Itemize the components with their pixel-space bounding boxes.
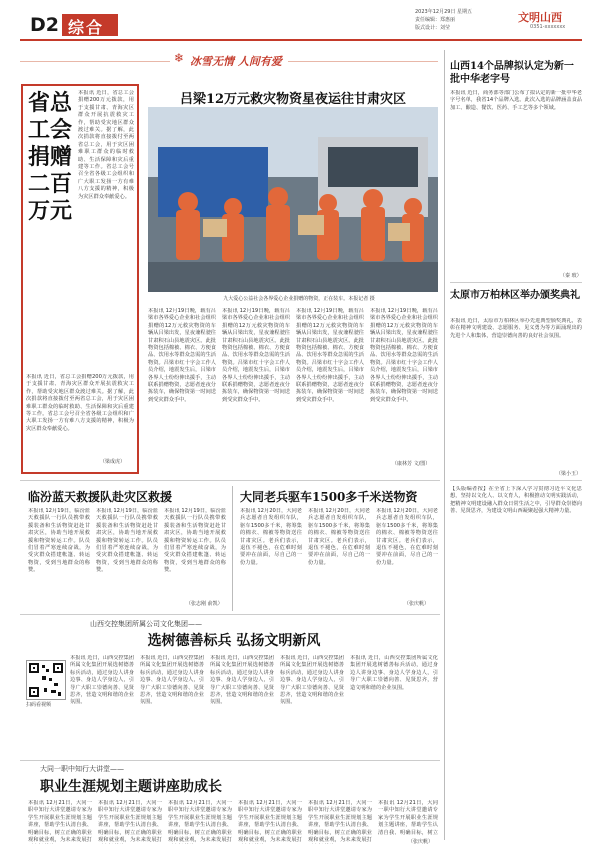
photo-caption: 九大爱心公益社会各界爱心企业捐赠的物资，正在装车。本报记者 摄 [223, 296, 375, 302]
qr-label: 扫码看视频 [26, 702, 52, 708]
banner-line-right [288, 61, 438, 62]
qr-code [26, 660, 66, 700]
wenming-col-1: 本报讯 近日，山西交控集团所属文化集团开展选树德善标兵活动，通过身边人讲身边事、身边人学身边人，引导广大职工崇德向善、见贤思齐，营造文明和谐的企业氛围。 [70, 655, 134, 706]
banner-line-left [20, 61, 170, 62]
row-rule-1 [20, 480, 440, 481]
career-headline: 职业生涯规划主题讲座助成长 [40, 779, 222, 795]
lvliang-col-1: 本报讯 12月19日晚，载有吕梁市各界爱心企业和社会组织捐赠的12万元救灾物资的车辆从吕梁出发，星夜兼程驶往甘肃积石山县地震灾区。此批物资包括棉被、棉衣、方便食品、饮用水等群众急需的生活物资。吕梁市红十字会工作人员介绍，地震发生后，吕梁市各界人士纷纷伸出援手，主动联系捐赠物资，志愿者连夜分拣装车，确保物资第一时间送到受灾群众手中。 [148, 308, 216, 403]
taiyuan-body: 本报讯 近日，太原市万柏林区举办先进典型颁奖典礼，表彰在精神文明建设、志愿服务、见义勇为等方面涌现出的先进个人和集体，营造崇德向善的良好社会氛围。 [450, 318, 582, 339]
lvliang-col-3: 本报讯 12月19日晚，载有吕梁市各界爱心企业和社会组织捐赠的12万元救灾物资的车辆从吕梁出发，星夜兼程驶往甘肃积石山县地震灾区。此批物资包括棉被、棉衣、方便食品、饮用水等群众急需的生活物资。吕梁市红十字会工作人员介绍，地震发生后，吕梁市各界人士纷纷伸出援手，主动联系捐赠物资，志愿者连夜分拣装车，确保物资第一时间送到受灾群众手中。 [296, 308, 364, 403]
lvliang-headline: 吕梁12万元救灾物资星夜运往甘肃灾区 [179, 92, 407, 107]
section-title: 综合 [68, 18, 105, 37]
linfen-datong-divider [232, 486, 233, 611]
career-byline: （张庆帆） [408, 839, 434, 845]
linfen-col-3: 本报讯 12月19日，临汾蓝天救援队一行队员携带救援装备和生活物资赶赴甘肃灾区，协助当地开展救援和物资转运工作。队员们冒着严寒连续奋战，为受灾群众搭建帐篷、转运物资，受到当地群众的称赞。 [164, 508, 226, 574]
qr-code-icon [27, 661, 65, 699]
banner-slogan: 冰雪无情 人间有爱 [190, 55, 282, 68]
sidebar-rule-1 [450, 282, 582, 283]
snowflake-icon: ❄ [174, 51, 185, 65]
sidebar-body: 【头版编者按】在全省上下深入学习贯彻习近平文化思想，坚持以文化人、以文育人，积极推动文明实践活动，把精神文明建设融入群众日常生活之中，引导群众崇德向善、见贤思齐，为建设文明山西凝聚起强大精神力量。 [450, 486, 582, 515]
masthead-rule [20, 39, 582, 41]
linfen-col-1: 本报讯 12月19日，临汾蓝天救援队一行队员携带救援装备和生活物资赶赴甘肃灾区，协助当地开展救援和物资转运工作。队员们冒着严寒连续奋战，为受灾群众搭建帐篷、转运物资，受到当地群众的称赞。 [28, 508, 90, 574]
sidebar-rule-2 [450, 480, 582, 481]
page-number: D2 [30, 14, 59, 36]
relief-photo-image [148, 107, 438, 292]
sidebar-divider [444, 50, 445, 840]
datong-byline: （张庆帆） [404, 601, 430, 607]
lvliang-col-2: 本报讯 12月19日晚，载有吕梁市各界爱心企业和社会组织捐赠的12万元救灾物资的车辆从吕梁出发，星夜兼程驶往甘肃积石山县地震灾区。此批物资包括棉被、棉衣、方便食品、饮用水等群众急需的生活物资。吕梁市红十字会工作人员介绍，地震发生后，吕梁市各界人士纷纷伸出援手，主动联系捐赠物资，志愿者连夜分拣装车，确保物资第一时间送到受灾群众手中。 [222, 308, 290, 403]
career-col-4: 本报讯 12月21日，大同一职中知行大讲堂邀请专家为学生开展职业生涯规划主题讲座，帮助学生认清自我、明确目标，树立正确的职业观和就业观，为未来发展打 [238, 800, 302, 844]
datong-col-2: 本报讯 12月20日，大同老兵志愿者自发组织车队，驱车1500多千米，将筹集的棉衣、棉被等物资送往甘肃灾区。老兵们表示，退伍不褪色，在危难时刻要冲在前面，尽自己的一份力量。 [308, 508, 370, 566]
linfen-headline: 临汾蓝天救援队赴灾区救援 [28, 490, 173, 504]
shanxi14-headline: 山西14个品牌拟认定为新一批中华老字号 [450, 61, 574, 85]
wenming-headline: 选树德善标兵 弘扬文明新风 [147, 633, 321, 649]
career-col-2: 本报讯 12月21日，大同一职中知行大讲堂邀请专家为学生开展职业生涯规划主题讲座，帮助学生认清自我、明确目标，树立正确的职业观和就业观，为未来发展打 [98, 800, 162, 844]
donation-byline: （梁成虎） [100, 459, 126, 465]
taiyuan-byline: （梁小玉） [556, 471, 582, 477]
datong-col-1: 本报讯 12月20日，大同老兵志愿者自发组织车队，驱车1500多千米，将筹集的棉衣、棉被等物资送往甘肃灾区。老兵们表示，退伍不褪色，在危难时刻要冲在前面，尽自己的一份力量。 [240, 508, 302, 566]
career-col-5: 本报讯 12月21日，大同一职中知行大讲堂邀请专家为学生开展职业生涯规划主题讲座，帮助学生认清自我、明确目标，树立正确的职业观和就业观，为未来发展打 [308, 800, 372, 844]
donation-headline: 省总工会捐赠二百万元 [27, 90, 72, 224]
row-rule-3 [20, 760, 440, 761]
wenming-col-2: 本报讯 近日，山西交控集团所属文化集团开展选树德善标兵活动，通过身边人讲身边事、身边人学身边人，引导广大职工崇德向善、见贤思齐，营造文明和谐的企业氛围。 [140, 655, 204, 706]
shanxi14-byline: （秦 玻） [560, 273, 582, 279]
wenming-kicker: 山西交控集团所属公司文化集团—— [90, 620, 202, 628]
donation-body-cont: 本报讯 近日，省总工会捐赠200万元拨款，用于支援甘肃、青海灾区群众开展抗震救灾工作，帮助受灾地区群众渡过难关。据了解，此次捐款将直接拨付至两省总工会，用于灾区困难职工群众的临时救助、生活保障和灾后重建等工作。省总工会号召全省各级工会组织和广大职工发扬一方有难八方支援的精神，积极为灾区群众奉献爱心。 [26, 374, 134, 432]
shanxi14-body: 本报讯 近日，商务部等部门公布了拟认定的新一批中华老字号名单，我省14个品牌入选。此次入选的品牌涵盖食品加工、酿造、餐饮、医药、手工艺等多个领域。 [450, 90, 582, 111]
career-col-3: 本报讯 12月21日，大同一职中知行大讲堂邀请专家为学生开展职业生涯规划主题讲座，帮助学生认清自我、明确目标，树立正确的职业观和就业观，为未来发展打 [168, 800, 232, 844]
datong-col-3: 本报讯 12月20日，大同老兵志愿者自发组织车队，驱车1500多千米，将筹集的棉衣、棉被等物资送往甘肃灾区。老兵们表示，退伍不褪色，在危难时刻要冲在前面，尽自己的一份力量。 [376, 508, 438, 566]
brand-logo: 文明山西 [518, 11, 562, 24]
wenming-col-3: 本报讯 近日，山西交控集团所属文化集团开展选树德善标兵活动，通过身边人讲身边事、身边人学身边人，引导广大职工崇德向善、见贤思齐，营造文明和谐的企业氛围。 [210, 655, 274, 706]
masthead-date: 2023年12月29日 星期五 [415, 9, 473, 15]
banner [20, 48, 438, 74]
relief-photo [148, 107, 438, 292]
masthead-editor: 责任编辑：郑惠丽 [415, 17, 456, 23]
wenming-col-5: 本报讯 近日，山西交控集团所属文化集团开展选树德善标兵活动，通过身边人讲身边事、身边人学身边人，引导广大职工崇德向善、见贤思齐，营造文明和谐的企业氛围。 [350, 655, 438, 691]
lvliang-col-4: 本报讯 12月19日晚，载有吕梁市各界爱心企业和社会组织捐赠的12万元救灾物资的车辆从吕梁出发，星夜兼程驶往甘肃积石山县地震灾区。此批物资包括棉被、棉衣、方便食品、饮用水等群众急需的生活物资。吕梁市红十字会工作人员介绍，地震发生后，吕梁市各界人士纷纷伸出援手，主动联系捐赠物资，志愿者连夜分拣装车，确保物资第一时间送到受灾群众手中。 [370, 308, 438, 403]
taiyuan-headline: 太原市万柏林区举办颁奖典礼 [450, 290, 580, 301]
datong-headline: 大同老兵驱车1500多千米送物资 [240, 490, 418, 504]
donation-body: 本报讯 近日，省总工会捐赠200万元拨款，用于支援甘肃、青海灾区群众开展抗震救灾工作，帮助受灾地区群众渡过难关。据了解，此次捐款将直接拨付至两省总工会，用于灾区困难职工群众的临时救助、生活保障和灾后重建等工作。省总工会号召全省各级工会组织和广大职工发扬一方有难八方支援的精神，积极为灾区群众奉献爱心。 [78, 90, 134, 200]
career-col-1: 本报讯 12月21日，大同一职中知行大讲堂邀请专家为学生开展职业生涯规划主题讲座，帮助学生认清自我、明确目标，树立正确的职业观和就业观，为未来发展打 [28, 800, 92, 844]
linfen-byline: （张志刚 俞凯） [186, 601, 223, 607]
linfen-col-2: 本报讯 12月19日，临汾蓝天救援队一行队员携带救援装备和生活物资赶赴甘肃灾区，协助当地开展救援和物资转运工作。队员们冒着严寒连续奋战，为受灾群众搭建帐篷、转运物资，受到当地群众的称赞。 [96, 508, 158, 574]
career-col-6: 本报讯 12月21日，大同一职中知行大讲堂邀请专家为学生开展职业生涯规划主题讲座，帮助学生认清自我、明确目标，树立 [378, 800, 438, 836]
masthead [0, 0, 600, 44]
lvliang-byline: （康林芳 文/图） [392, 461, 431, 467]
masthead-designer: 版式设计：刘莹 [415, 25, 451, 31]
brand-phone: 0351-xxxxxxx [530, 24, 566, 30]
row-rule-2 [20, 614, 440, 615]
career-kicker: 大同一职中知行大讲堂—— [40, 765, 124, 773]
wenming-col-4: 本报讯 近日，山西交控集团所属文化集团开展选树德善标兵活动，通过身边人讲身边事、身边人学身边人，引导广大职工崇德向善、见贤思齐，营造文明和谐的企业氛围。 [280, 655, 344, 706]
